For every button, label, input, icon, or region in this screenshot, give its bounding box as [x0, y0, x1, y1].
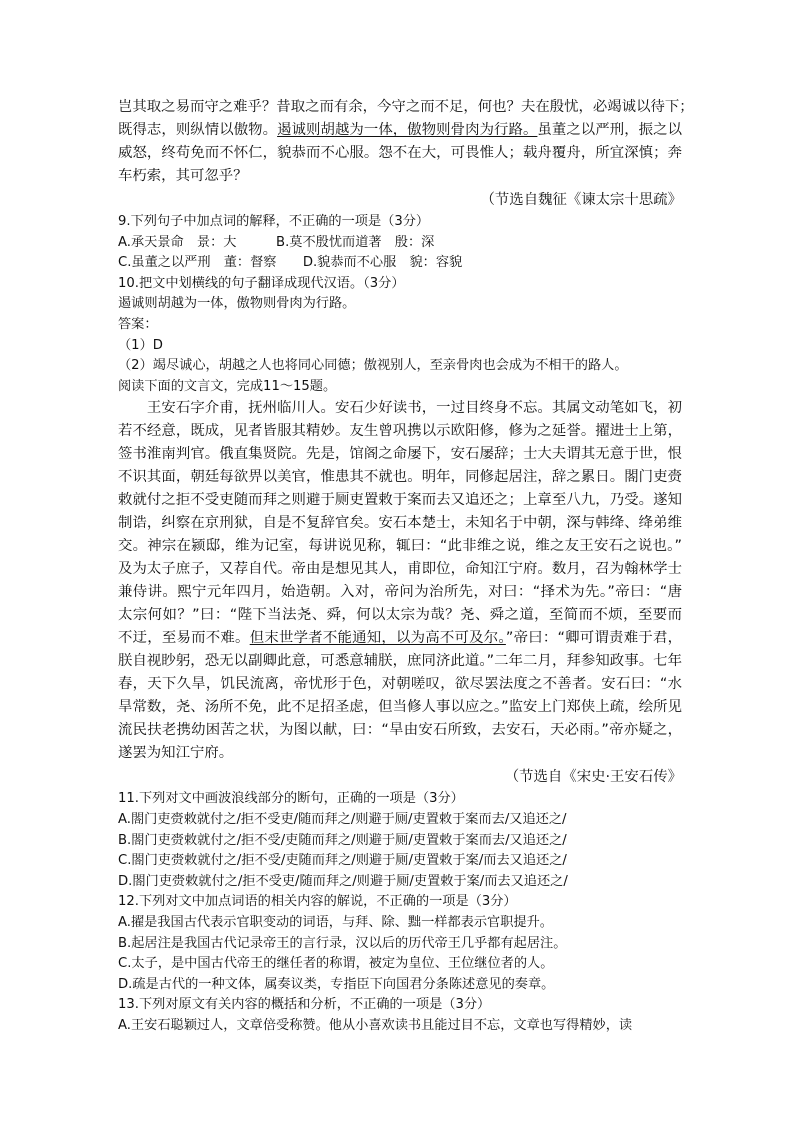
questions-11-13 [118, 789, 682, 1036]
question-line: A.擢是我国古代表示官职变动的词语，与拜、除、黜一样都表示官职提升。 [118, 914, 553, 930]
question-line: D.疏是古代的一种文体，属奏议类，专指臣下向国君分条陈述意见的奏章。 [118, 976, 555, 992]
underlined-sentence: 遏诚则胡越为一体，傲物则骨肉为行路。 [277, 122, 538, 138]
question-line: 12.下列对文中加点词语的相关内容的解说，不正确的一项是（3分） [118, 894, 517, 910]
text-segment: 流民扶老携幼困苦之状，为图以献，曰：“旱由安石所致，去安石，天必雨。”帝亦疑之， [118, 722, 682, 739]
passage-line [118, 535, 682, 558]
passage-line [118, 397, 682, 420]
question-line: 阅读下面的文言文，完成11～15题。 [118, 378, 337, 394]
passage-line [118, 696, 682, 719]
questions-9-10-answers [118, 212, 682, 397]
text-segment: 制诰，纠察在京刑狱，自是不复辞官矣。安石本楚士，未知名于中朝，深与韩绛、绛弟维 [118, 515, 682, 532]
text-segment: 朕自视眇躬，恐无以副卿此意，可悉意辅朕，庶同济此道。”二年二月，拜参知政事。七年 [118, 653, 682, 670]
text-segment: 威怒，终苟免而不怀仁，貌恭而不心服。怨不在大，可畏惟人；载舟覆舟，所宜深慎；奔 [118, 145, 682, 161]
document-page [118, 96, 694, 1036]
question-line: D.閤门吏赍敕就付之/拒不受吏/随而拜之/则避于厕/吏置敕于案/而去又追还之/ [118, 873, 568, 889]
passage-line [118, 420, 682, 443]
text-segment: 春，天下久旱，饥民流离，帝忧形于色，对朝嗟叹，欲尽罢法度之不善者。安石曰：“水 [118, 676, 682, 693]
text-segment: ”帝曰：“卿可谓责难于君， [505, 630, 682, 647]
question-line: （2）竭尽诚心，胡越之人也将同心同德；傲视别人，至亲骨肉也会成为不相干的路人。 [118, 358, 628, 374]
passage-source: （节选自魏征《谏太宗十思疏》 [480, 192, 682, 208]
question-line: A.閤门吏赍敕就付之/拒不受吏/随而拜之/则避于厕/吏置敕于案而去/又追还之/ [118, 811, 567, 827]
passage-line [118, 604, 682, 627]
question-line: B.起居注是我国古代记录帝王的言行录，汉以后的历代帝王几乎都有起居注。 [118, 935, 567, 951]
underlined-sentence: 但末世学者不能通知，以为高不可及尔。 [249, 630, 506, 647]
text-segment: 虽董之以严刑，振之以 [537, 122, 682, 138]
question-line: C.太子，是中国古代帝王的继任者的称谓，被定为皇位、王位继位者的人。 [118, 956, 554, 972]
passage-line [118, 142, 682, 165]
text-segment: 敕就付之拒不受吏随而拜之则避于厕吏置敕于案而去又追还之；上章至八九，乃受。遂知 [118, 492, 682, 509]
text-segment: 既得志，则纵情以傲物。 [118, 122, 278, 138]
text-segment: 岂其取之易而守之难乎？昔取之而有余，今守之而不足，何也？夫在殷忧，必竭诚以待下； [118, 99, 694, 115]
passage-wei-zheng [118, 96, 694, 188]
question-line: 9.下列句子中加点词的解释，不正确的一项是（3分） [118, 214, 430, 229]
passage-line [118, 96, 694, 119]
passage-line [118, 512, 682, 535]
question-line: C.閤门吏赍敕就付之/拒不受/吏随而拜之/则避于厕/吏置敕于案/而去又追还之/ [118, 853, 567, 869]
question-line: 10.把文中划横线的句子翻译成现代汉语。（3分） [118, 275, 405, 291]
text-segment: 太宗何如？”曰：“陛下当法尧、舜，何以太宗为哉？尧、舜之道，至简而不烦，至要而 [118, 607, 682, 624]
passage-line [118, 742, 682, 765]
passage-line [118, 119, 682, 142]
passage-line [118, 443, 682, 466]
passage-line [118, 165, 682, 188]
question-line: 遏诚则胡越为一体，傲物则骨肉为行路。 [118, 296, 356, 312]
passage-line [118, 489, 682, 512]
text-segment: 不迂，至易而不难。 [118, 630, 250, 647]
text-segment: 车朽索，其可忽乎？ [118, 168, 248, 184]
passage-source: （节选自《宋史·王安石传》 [504, 769, 682, 786]
question-line: （1）D [118, 337, 163, 353]
passage-line [118, 558, 682, 581]
text-segment: 兼侍讲。熙宁元年四月，始造朝。入对，帝问为治所先，对曰：“择术为先。”帝曰：“唐 [118, 584, 682, 601]
text-segment: 签书淮南判官。俄直集贤院。先是，馆阁之命屡下，安石屡辞；士大夫谓其无意于世，恨 [118, 446, 682, 463]
question-line: A.王安石聪颖过人，文章倍受称赞。他从小喜欢读书且能过目不忘，文章也写得精妙，读 [118, 1017, 633, 1033]
question-line: 11.下列对文中画波浪线部分的断句，正确的一项是（3分） [118, 791, 464, 807]
passage-line [118, 650, 682, 673]
passage-line [118, 466, 682, 489]
question-line: 答案： [118, 316, 158, 332]
text-segment: 旱常数，尧、汤所不免，此不足招圣虑，但当修人事以应之。”监安上门郑侠上疏，绘所见 [118, 699, 682, 716]
text-segment: 遂罢为知江宁府。 [118, 745, 234, 762]
question-line: B.閤门吏赍敕就付之/拒不受/吏随而拜之/则避于厕/吏置敕于案而去/又追还之/ [118, 832, 567, 848]
passage-line [118, 673, 682, 696]
question-line: C.虽董之以严刑 董：督察 D.貌恭而不心服 貌：容貌 [118, 255, 463, 271]
text-segment: 王安石字介甫，抚州临川人。安石少好读书，一过目终身不忘。其属文动笔如飞，初 [118, 400, 682, 417]
text-segment: 若不经意，既成，见者皆服其精妙。友生曾巩携以示欧阳修，修为之延誉。擢进士上第， [118, 423, 682, 440]
passage-wang-anshi [118, 397, 682, 765]
question-line: 13.下列对原文有关内容的概括和分析，不正确的一项是（3分） [118, 997, 491, 1013]
question-line: A.承天景命 景：大 B.莫不殷忧而道著 殷：深 [118, 234, 435, 250]
text-segment: 及为太子庶子，又荐自代。帝由是想见其人，甫即位，命知江宁府。数月，召为翰林学士 [118, 561, 682, 578]
text-segment: 不识其面，朝廷每欲畀以美官，惟患其不就也。明年，同修起居注，辞之累日。閤门吏赍 [118, 469, 682, 486]
text-segment: 交。神宗在颍邸，维为记室，每讲说见称，辄曰：“此非维之说，维之友王安石之说也。” [118, 538, 682, 555]
passage-line [118, 627, 682, 650]
passage-line [118, 719, 682, 742]
passage-line [118, 581, 682, 604]
